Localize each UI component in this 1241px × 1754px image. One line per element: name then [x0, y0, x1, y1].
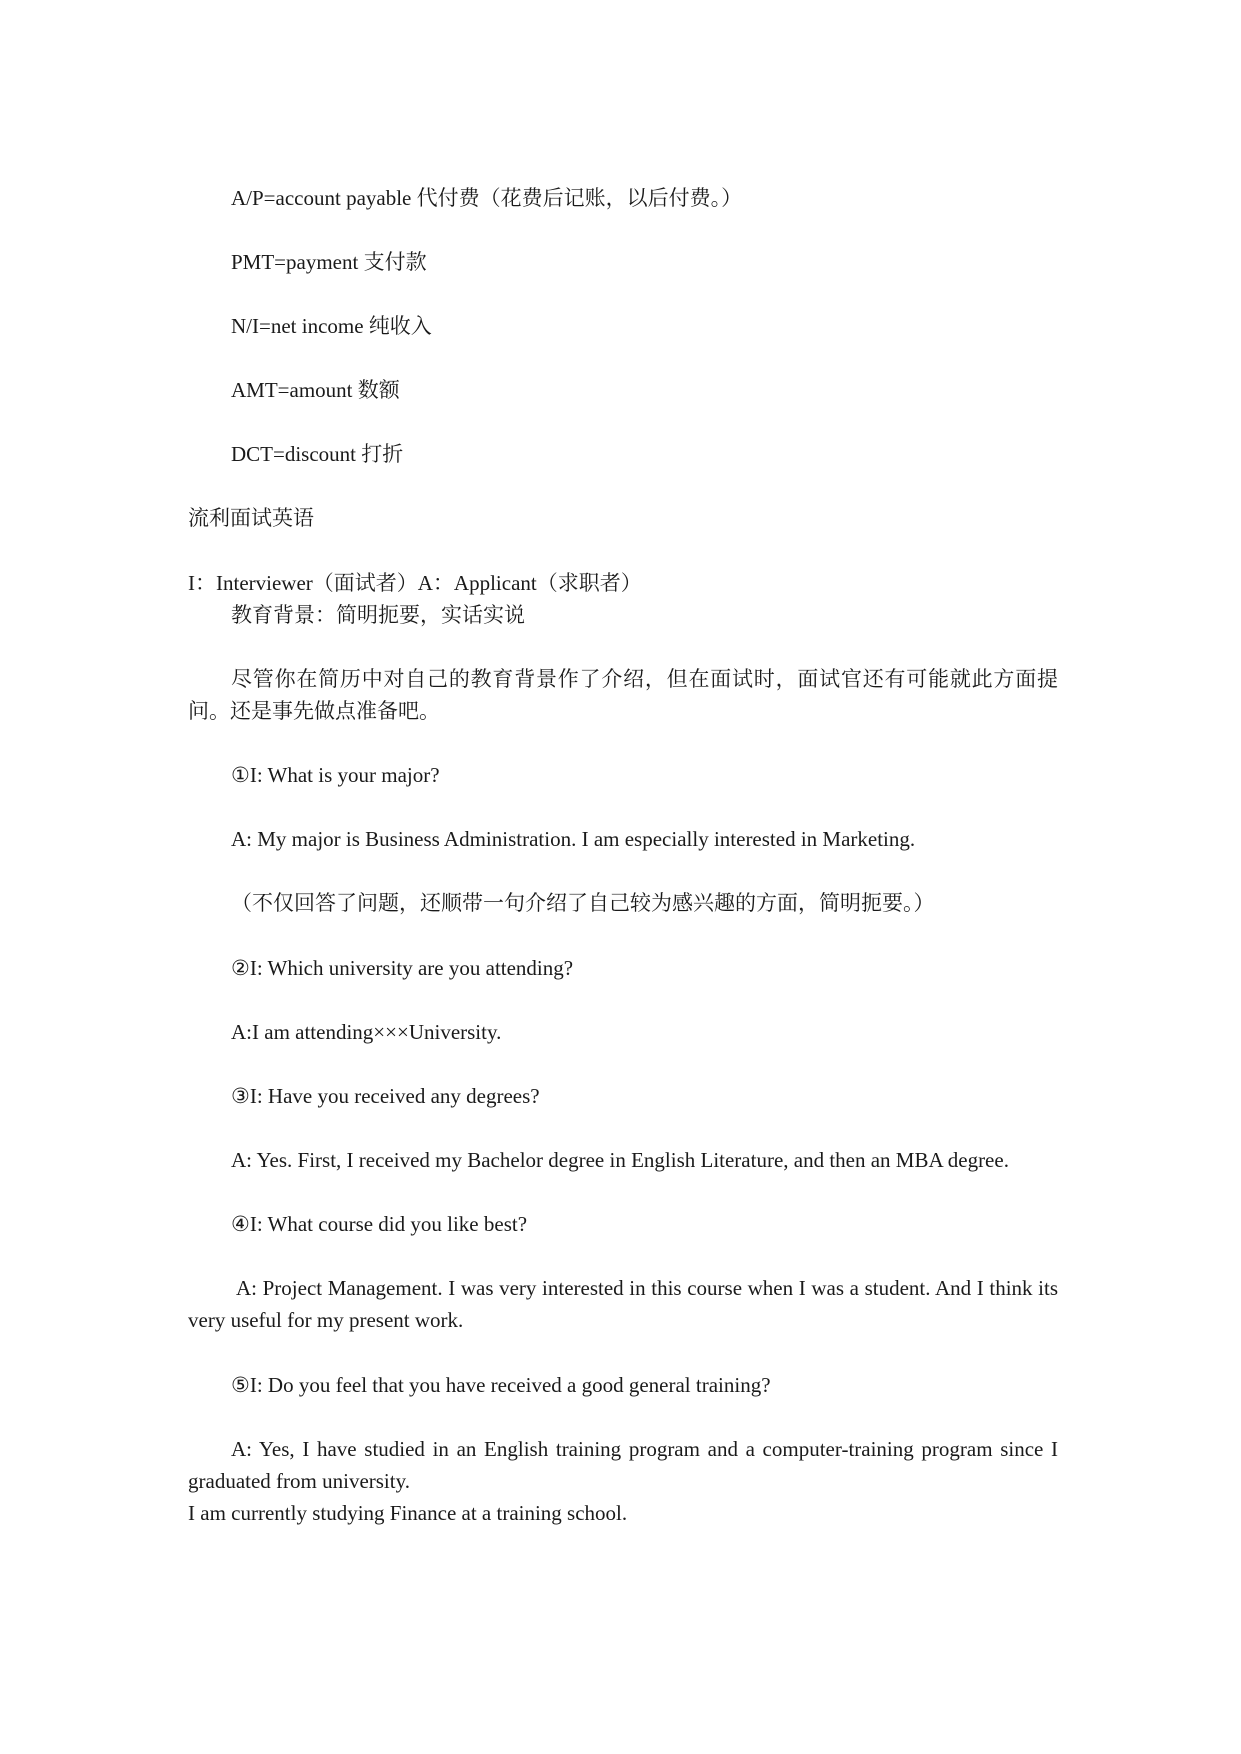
- note-1: （不仅回答了问题，还顺带一句介绍了自己较为感兴趣的方面，简明扼要。）: [231, 891, 935, 915]
- section-title: 流利面试英语: [188, 506, 314, 530]
- question-1: ①I: What is your major?: [231, 763, 440, 787]
- intro-paragraph: 尽管你在简历中对自己的教育背景作了介绍，但在面试时，面试官还有可能就此方面提问。还是事先做点准备吧。: [188, 667, 1058, 723]
- roles-line: I：Interviewer（面试者）A：Applicant（求职者）: [188, 571, 642, 595]
- answer-5: A: Yes, I have studied in an English training program and a computer-training program since I graduated from university.: [188, 1437, 1058, 1493]
- answer-4: A: Project Management. I was very interested in this course when I was a student. And I think its very useful for my present work.: [188, 1276, 1058, 1332]
- abbreviation-pmt: PMT=payment 支付款: [231, 250, 427, 274]
- answer-3: A: Yes. First, I received my Bachelor degree in English Literature, and then an MBA degree.: [231, 1148, 1009, 1172]
- answer-5-continued: I am currently studying Finance at a training school.: [188, 1501, 628, 1525]
- question-4: ④I: What course did you like best?: [231, 1212, 528, 1236]
- answer-1: A: My major is Business Administration. I am especially interested in Marketing.: [231, 827, 916, 851]
- abbreviation-amt: AMT=amount 数额: [231, 378, 400, 402]
- subtitle: 教育背景：简明扼要，实话实说: [231, 603, 525, 627]
- abbreviation-ni: N/I=net income 纯收入: [231, 314, 432, 338]
- answer-2: A:I am attending×××University.: [231, 1020, 502, 1044]
- question-3: ③I: Have you received any degrees?: [231, 1084, 540, 1108]
- question-2: ②I: Which university are you attending?: [231, 956, 574, 980]
- question-5: ⑤I: Do you feel that you have received a good general training?: [231, 1373, 771, 1397]
- abbreviation-ap: A/P=account payable 代付费（花费后记账，以后付费。）: [231, 186, 743, 210]
- abbreviation-dct: DCT=discount 打折: [231, 442, 404, 466]
